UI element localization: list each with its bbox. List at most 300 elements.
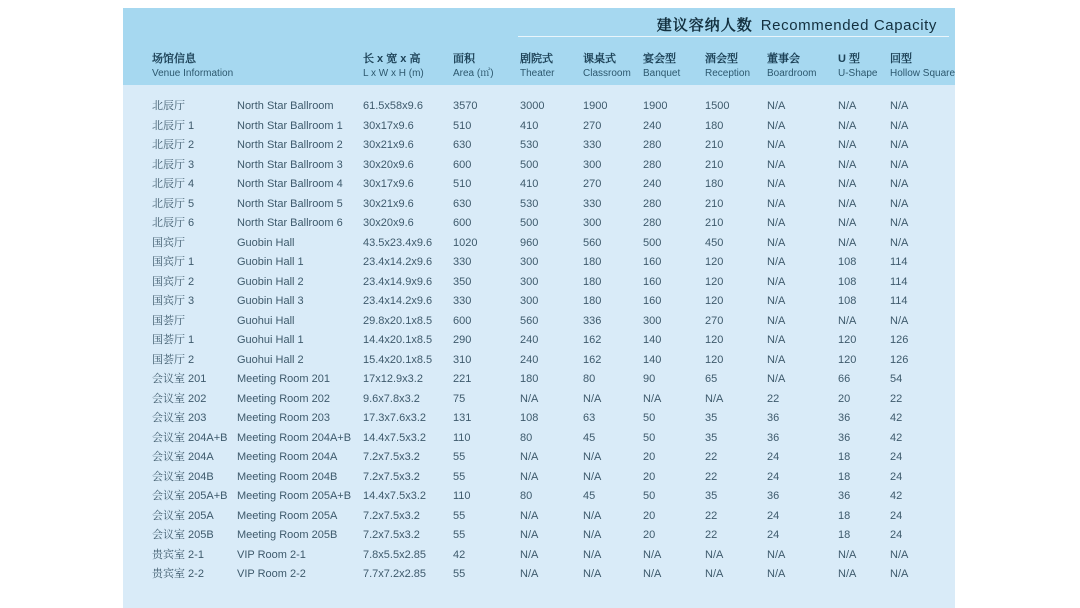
table-row: [123, 253, 955, 273]
cell-dims: 23.4x14.9x9.6: [363, 275, 433, 288]
cell-en: Guobin Hall 1: [237, 256, 304, 269]
cell-area: 310: [453, 353, 472, 366]
cell-ushape: N/A: [838, 100, 857, 113]
cell-area: 3570: [453, 100, 478, 113]
cell-reception: 1500: [705, 100, 730, 113]
table-title-cn: 建议容纳人数: [656, 17, 753, 34]
cell-banquet: 240: [643, 178, 662, 191]
cell-reception: 22: [705, 509, 718, 522]
cell-area: 330: [453, 256, 472, 269]
table-row: [123, 565, 955, 585]
cell-theater: 300: [520, 256, 539, 269]
column-header-reception: [705, 54, 767, 79]
cell-en: Meeting Room 204A+B: [237, 431, 352, 444]
column-header-ushape: [838, 54, 890, 79]
cell-cn: 会议室 204B: [152, 470, 214, 483]
cell-dims: 17x12.9x3.2: [363, 373, 423, 386]
cell-cn: 北辰厅 4: [152, 178, 195, 191]
column-header-area-cn: 面积: [453, 53, 475, 65]
column-header-theater-en: Theater: [520, 68, 555, 79]
table-row: [123, 175, 955, 195]
column-header-banquet-cn: 宴会型: [643, 53, 676, 65]
cell-hollow: 24: [890, 509, 903, 522]
cell-boardroom: N/A: [767, 256, 786, 269]
cell-theater: 300: [520, 275, 539, 288]
column-header-theater-cn: 剧院式: [520, 53, 553, 65]
cell-boardroom: N/A: [767, 548, 786, 561]
cell-cn: 北辰厅 1: [152, 119, 195, 132]
cell-boardroom: N/A: [767, 100, 786, 113]
cell-hollow: 114: [890, 256, 908, 269]
cell-cn: 会议室 202: [152, 392, 207, 405]
cell-banquet: N/A: [643, 548, 662, 561]
cell-classroom: 45: [583, 490, 596, 503]
cell-banquet: 140: [643, 353, 662, 366]
cell-cn: 国荟厅 1: [152, 334, 195, 347]
cell-classroom: N/A: [583, 451, 602, 464]
cell-en: Guohui Hall 1: [237, 334, 304, 347]
cell-classroom: 330: [583, 139, 602, 152]
cell-en: Meeting Room 202: [237, 392, 330, 405]
cell-reception: 450: [705, 236, 724, 249]
table-row: [123, 331, 955, 351]
cell-dims: 14.4x7.5x3.2: [363, 490, 426, 503]
cell-cn: 会议室 204A+B: [152, 431, 228, 444]
column-header-classroom-cn: 课桌式: [583, 53, 616, 65]
column-header-theater: [520, 54, 583, 79]
column-header-dims-cn: 长 x 宽 x 高: [363, 53, 421, 65]
column-header-hollow-cn: 回型: [890, 53, 912, 65]
cell-ushape: 120: [838, 353, 857, 366]
cell-banquet: 140: [643, 334, 662, 347]
cell-classroom: 300: [583, 158, 602, 171]
cell-hollow: 114: [890, 275, 908, 288]
cell-ushape: 108: [838, 275, 857, 288]
cell-classroom: 270: [583, 178, 602, 191]
cell-cn: 国荟厅 2: [152, 353, 195, 366]
cell-classroom: 180: [583, 256, 602, 269]
cell-dims: 30x17x9.6: [363, 119, 414, 132]
cell-en: Guobin Hall: [237, 236, 295, 249]
cell-area: 42: [453, 548, 466, 561]
cell-cn: 国宾厅: [152, 236, 185, 249]
cell-reception: 120: [705, 256, 724, 269]
cell-banquet: 20: [643, 451, 656, 464]
cell-cn: 北辰厅 6: [152, 217, 195, 230]
column-header-hollow-en: Hollow Square: [890, 68, 956, 79]
cell-area: 1020: [453, 236, 478, 249]
cell-en: VIP Room 2-1: [237, 548, 306, 561]
cell-en: North Star Ballroom 1: [237, 119, 343, 132]
cell-boardroom: N/A: [767, 139, 786, 152]
cell-reception: 210: [705, 158, 724, 171]
cell-boardroom: N/A: [767, 158, 786, 171]
cell-area: 290: [453, 334, 472, 347]
table-row: [123, 214, 955, 234]
column-header-venue-cn: 场馆信息: [152, 53, 196, 65]
cell-banquet: 20: [643, 529, 656, 542]
table-body: [123, 85, 955, 585]
cell-boardroom: N/A: [767, 314, 786, 327]
cell-ushape: 108: [838, 295, 857, 308]
cell-banquet: N/A: [643, 392, 662, 405]
cell-area: 55: [453, 470, 466, 483]
cell-hollow: 24: [890, 451, 903, 464]
cell-hollow: 126: [890, 334, 909, 347]
cell-boardroom: 36: [767, 412, 780, 425]
cell-en: North Star Ballroom 5: [237, 197, 343, 210]
cell-hollow: 22: [890, 392, 903, 405]
cell-classroom: 336: [583, 314, 602, 327]
cell-area: 55: [453, 568, 466, 581]
cell-area: 221: [453, 373, 472, 386]
cell-boardroom: N/A: [767, 217, 786, 230]
cell-area: 510: [453, 178, 472, 191]
column-header-ushape-en: U-Shape: [838, 68, 878, 79]
cell-banquet: 300: [643, 314, 662, 327]
table-row: [123, 234, 955, 254]
table-row: [123, 448, 955, 468]
table-header: [123, 8, 955, 85]
cell-cn: 国宾厅 2: [152, 275, 195, 288]
cell-cn: 国宾厅 1: [152, 256, 195, 269]
cell-en: North Star Ballroom 3: [237, 158, 343, 171]
cell-en: Meeting Room 205B: [237, 529, 338, 542]
cell-dims: 30x21x9.6: [363, 197, 414, 210]
cell-reception: 120: [705, 275, 724, 288]
cell-area: 630: [453, 139, 472, 152]
cell-dims: 43.5x23.4x9.6: [363, 236, 433, 249]
cell-ushape: N/A: [838, 119, 857, 132]
cell-dims: 30x20x9.6: [363, 158, 414, 171]
cell-hollow: N/A: [890, 548, 909, 561]
cell-theater: 80: [520, 490, 533, 503]
cell-theater: 3000: [520, 100, 545, 113]
cell-theater: N/A: [520, 548, 539, 561]
cell-cn: 贵宾室 2-2: [152, 568, 204, 581]
cell-ushape: N/A: [838, 158, 857, 171]
cell-dims: 15.4x20.1x8.5: [363, 353, 433, 366]
cell-banquet: 280: [643, 217, 662, 230]
cell-classroom: 180: [583, 295, 602, 308]
cell-boardroom: N/A: [767, 236, 786, 249]
cell-theater: 240: [520, 353, 539, 366]
cell-area: 131: [453, 412, 472, 425]
table-row: [123, 312, 955, 332]
cell-area: 600: [453, 158, 472, 171]
cell-reception: N/A: [705, 568, 724, 581]
cell-dims: 23.4x14.2x9.6: [363, 256, 433, 269]
cell-classroom: 270: [583, 119, 602, 132]
cell-dims: 17.3x7.6x3.2: [363, 412, 426, 425]
cell-dims: 7.2x7.5x3.2: [363, 451, 420, 464]
cell-area: 55: [453, 529, 466, 542]
cell-banquet: 240: [643, 119, 662, 132]
cell-theater: N/A: [520, 529, 539, 542]
cell-theater: N/A: [520, 451, 539, 464]
cell-hollow: N/A: [890, 119, 909, 132]
column-headers: [123, 54, 955, 79]
cell-boardroom: 22: [767, 392, 780, 405]
cell-hollow: N/A: [890, 158, 909, 171]
cell-area: 55: [453, 451, 466, 464]
cell-area: 510: [453, 119, 472, 132]
cell-reception: 35: [705, 490, 718, 503]
cell-ushape: N/A: [838, 548, 857, 561]
cell-cn: 会议室 205A: [152, 509, 214, 522]
cell-classroom: 330: [583, 197, 602, 210]
cell-area: 75: [453, 392, 466, 405]
cell-classroom: 300: [583, 217, 602, 230]
venue-capacity-table: [123, 8, 955, 608]
column-header-boardroom-en: Boardroom: [767, 68, 817, 79]
table-row: [123, 487, 955, 507]
cell-en: Meeting Room 201: [237, 373, 330, 386]
column-header-classroom: [583, 54, 643, 79]
cell-cn: 会议室 203: [152, 412, 207, 425]
cell-banquet: N/A: [643, 568, 662, 581]
cell-en: Guohui Hall 2: [237, 353, 304, 366]
cell-cn: 会议室 205A+B: [152, 490, 228, 503]
cell-ushape: 20: [838, 392, 851, 405]
cell-theater: 80: [520, 431, 533, 444]
cell-hollow: N/A: [890, 236, 909, 249]
column-header-venue-en: Venue Information: [152, 68, 234, 79]
cell-classroom: 1900: [583, 100, 608, 113]
cell-boardroom: N/A: [767, 373, 786, 386]
table-row: [123, 429, 955, 449]
cell-cn: 北辰厅 5: [152, 197, 195, 210]
table-row: [123, 546, 955, 566]
cell-ushape: 66: [838, 373, 851, 386]
cell-hollow: 54: [890, 373, 903, 386]
cell-ushape: N/A: [838, 314, 857, 327]
cell-classroom: 80: [583, 373, 596, 386]
cell-theater: 410: [520, 119, 539, 132]
cell-reception: 22: [705, 470, 718, 483]
cell-cn: 贵宾室 2-1: [152, 548, 204, 561]
cell-ushape: N/A: [838, 217, 857, 230]
cell-boardroom: N/A: [767, 178, 786, 191]
cell-boardroom: 36: [767, 490, 780, 503]
cell-classroom: N/A: [583, 568, 602, 581]
cell-classroom: 560: [583, 236, 602, 249]
cell-en: Guobin Hall 2: [237, 275, 304, 288]
cell-boardroom: N/A: [767, 353, 786, 366]
cell-banquet: 280: [643, 158, 662, 171]
cell-boardroom: N/A: [767, 119, 786, 132]
column-header-dims: [363, 54, 453, 79]
cell-cn: 会议室 204A: [152, 451, 214, 464]
cell-boardroom: 24: [767, 470, 780, 483]
cell-reception: 35: [705, 412, 718, 425]
cell-hollow: N/A: [890, 178, 909, 191]
cell-en: North Star Ballroom 2: [237, 139, 343, 152]
table-row: [123, 468, 955, 488]
column-header-area: [453, 54, 520, 79]
cell-boardroom: N/A: [767, 275, 786, 288]
column-header-classroom-en: Classroom: [583, 68, 631, 79]
cell-en: Guobin Hall 3: [237, 295, 304, 308]
cell-classroom: 180: [583, 275, 602, 288]
cell-area: 600: [453, 217, 472, 230]
cell-boardroom: N/A: [767, 197, 786, 210]
cell-hollow: N/A: [890, 568, 909, 581]
cell-banquet: 160: [643, 295, 662, 308]
cell-area: 630: [453, 197, 472, 210]
cell-dims: 14.4x20.1x8.5: [363, 334, 433, 347]
column-header-reception-cn: 酒会型: [705, 53, 738, 65]
cell-banquet: 280: [643, 139, 662, 152]
cell-cn: 国荟厅: [152, 314, 185, 327]
cell-dims: 7.8x5.5x2.85: [363, 548, 426, 561]
cell-en: North Star Ballroom: [237, 100, 334, 113]
cell-reception: 22: [705, 451, 718, 464]
cell-hollow: N/A: [890, 314, 909, 327]
cell-boardroom: N/A: [767, 568, 786, 581]
cell-en: Meeting Room 204A: [237, 451, 338, 464]
cell-theater: 530: [520, 197, 539, 210]
cell-hollow: 24: [890, 529, 903, 542]
cell-ushape: 36: [838, 490, 851, 503]
column-header-venue: [152, 54, 237, 79]
column-header-boardroom: [767, 54, 838, 79]
cell-cn: 会议室 205B: [152, 529, 214, 542]
cell-dims: 9.6x7.8x3.2: [363, 392, 420, 405]
cell-reception: 210: [705, 139, 724, 152]
cell-banquet: 500: [643, 236, 662, 249]
cell-dims: 29.8x20.1x8.5: [363, 314, 433, 327]
cell-theater: 180: [520, 373, 539, 386]
cell-reception: N/A: [705, 548, 724, 561]
cell-classroom: 162: [583, 334, 602, 347]
cell-dims: 7.2x7.5x3.2: [363, 470, 420, 483]
cell-theater: N/A: [520, 392, 539, 405]
cell-dims: 61.5x58x9.6: [363, 100, 423, 113]
cell-ushape: N/A: [838, 139, 857, 152]
cell-area: 110: [453, 490, 471, 503]
cell-area: 330: [453, 295, 472, 308]
table-row: [123, 526, 955, 546]
cell-en: Meeting Room 205A+B: [237, 490, 352, 503]
cell-hollow: N/A: [890, 197, 909, 210]
table-title: [657, 14, 937, 35]
table-row: [123, 273, 955, 293]
cell-banquet: 50: [643, 412, 656, 425]
cell-theater: N/A: [520, 568, 539, 581]
table-row: [123, 370, 955, 390]
cell-boardroom: 36: [767, 431, 780, 444]
cell-theater: 108: [520, 412, 539, 425]
cell-ushape: N/A: [838, 236, 857, 249]
cell-hollow: 114: [890, 295, 908, 308]
cell-en: VIP Room 2-2: [237, 568, 306, 581]
cell-dims: 7.2x7.5x3.2: [363, 529, 420, 542]
cell-cn: 北辰厅: [152, 100, 185, 113]
cell-area: 110: [453, 431, 471, 444]
cell-theater: N/A: [520, 509, 539, 522]
cell-en: Guohui Hall: [237, 314, 295, 327]
cell-classroom: 63: [583, 412, 596, 425]
cell-hollow: 24: [890, 470, 903, 483]
cell-en: Meeting Room 205A: [237, 509, 338, 522]
cell-reception: 22: [705, 529, 718, 542]
cell-theater: 560: [520, 314, 539, 327]
cell-en: North Star Ballroom 4: [237, 178, 343, 191]
cell-reception: 210: [705, 197, 724, 210]
column-header-dims-en: L x W x H (m): [363, 68, 424, 79]
cell-hollow: N/A: [890, 217, 909, 230]
cell-classroom: N/A: [583, 392, 602, 405]
table-title-en: Recommended Capacity: [760, 17, 937, 34]
title-underline: [518, 36, 949, 37]
cell-banquet: 90: [643, 373, 656, 386]
cell-theater: 530: [520, 139, 539, 152]
cell-ushape: 18: [838, 529, 851, 542]
cell-theater: 960: [520, 236, 539, 249]
cell-cn: 会议室 201: [152, 373, 207, 386]
cell-dims: 30x21x9.6: [363, 139, 414, 152]
cell-theater: N/A: [520, 470, 539, 483]
cell-ushape: 120: [838, 334, 857, 347]
cell-en: North Star Ballroom 6: [237, 217, 343, 230]
cell-reception: 65: [705, 373, 718, 386]
cell-reception: 35: [705, 431, 718, 444]
cell-classroom: 162: [583, 353, 602, 366]
cell-area: 55: [453, 509, 466, 522]
column-header-spacer: [237, 54, 363, 79]
cell-cn: 北辰厅 2: [152, 139, 195, 152]
cell-banquet: 20: [643, 509, 656, 522]
column-header-boardroom-cn: 董事会: [767, 53, 800, 65]
column-header-reception-en: Reception: [705, 68, 751, 79]
cell-banquet: 280: [643, 197, 662, 210]
cell-boardroom: N/A: [767, 295, 786, 308]
cell-reception: 270: [705, 314, 724, 327]
cell-theater: 410: [520, 178, 539, 191]
cell-hollow: 42: [890, 431, 903, 444]
column-header-banquet: [643, 54, 705, 79]
cell-reception: 180: [705, 178, 724, 191]
cell-theater: 500: [520, 217, 539, 230]
table-row: [123, 351, 955, 371]
cell-ushape: 18: [838, 451, 851, 464]
table-row: [123, 156, 955, 176]
cell-en: Meeting Room 204B: [237, 470, 338, 483]
table-row: [123, 292, 955, 312]
cell-classroom: N/A: [583, 548, 602, 561]
cell-classroom: N/A: [583, 509, 602, 522]
cell-ushape: 36: [838, 431, 851, 444]
table-row: [123, 136, 955, 156]
cell-ushape: 36: [838, 412, 851, 425]
cell-theater: 240: [520, 334, 539, 347]
cell-hollow: 126: [890, 353, 909, 366]
cell-dims: 7.7x7.2x2.85: [363, 568, 426, 581]
column-header-ushape-cn: U 型: [838, 53, 860, 65]
cell-hollow: N/A: [890, 139, 909, 152]
cell-banquet: 20: [643, 470, 656, 483]
cell-ushape: 108: [838, 256, 857, 269]
column-header-hollow: [890, 54, 955, 79]
cell-reception: N/A: [705, 392, 724, 405]
table-row: [123, 409, 955, 429]
cell-hollow: 42: [890, 412, 903, 425]
cell-boardroom: N/A: [767, 334, 786, 347]
cell-dims: 7.2x7.5x3.2: [363, 509, 420, 522]
cell-reception: 210: [705, 217, 724, 230]
cell-classroom: N/A: [583, 529, 602, 542]
